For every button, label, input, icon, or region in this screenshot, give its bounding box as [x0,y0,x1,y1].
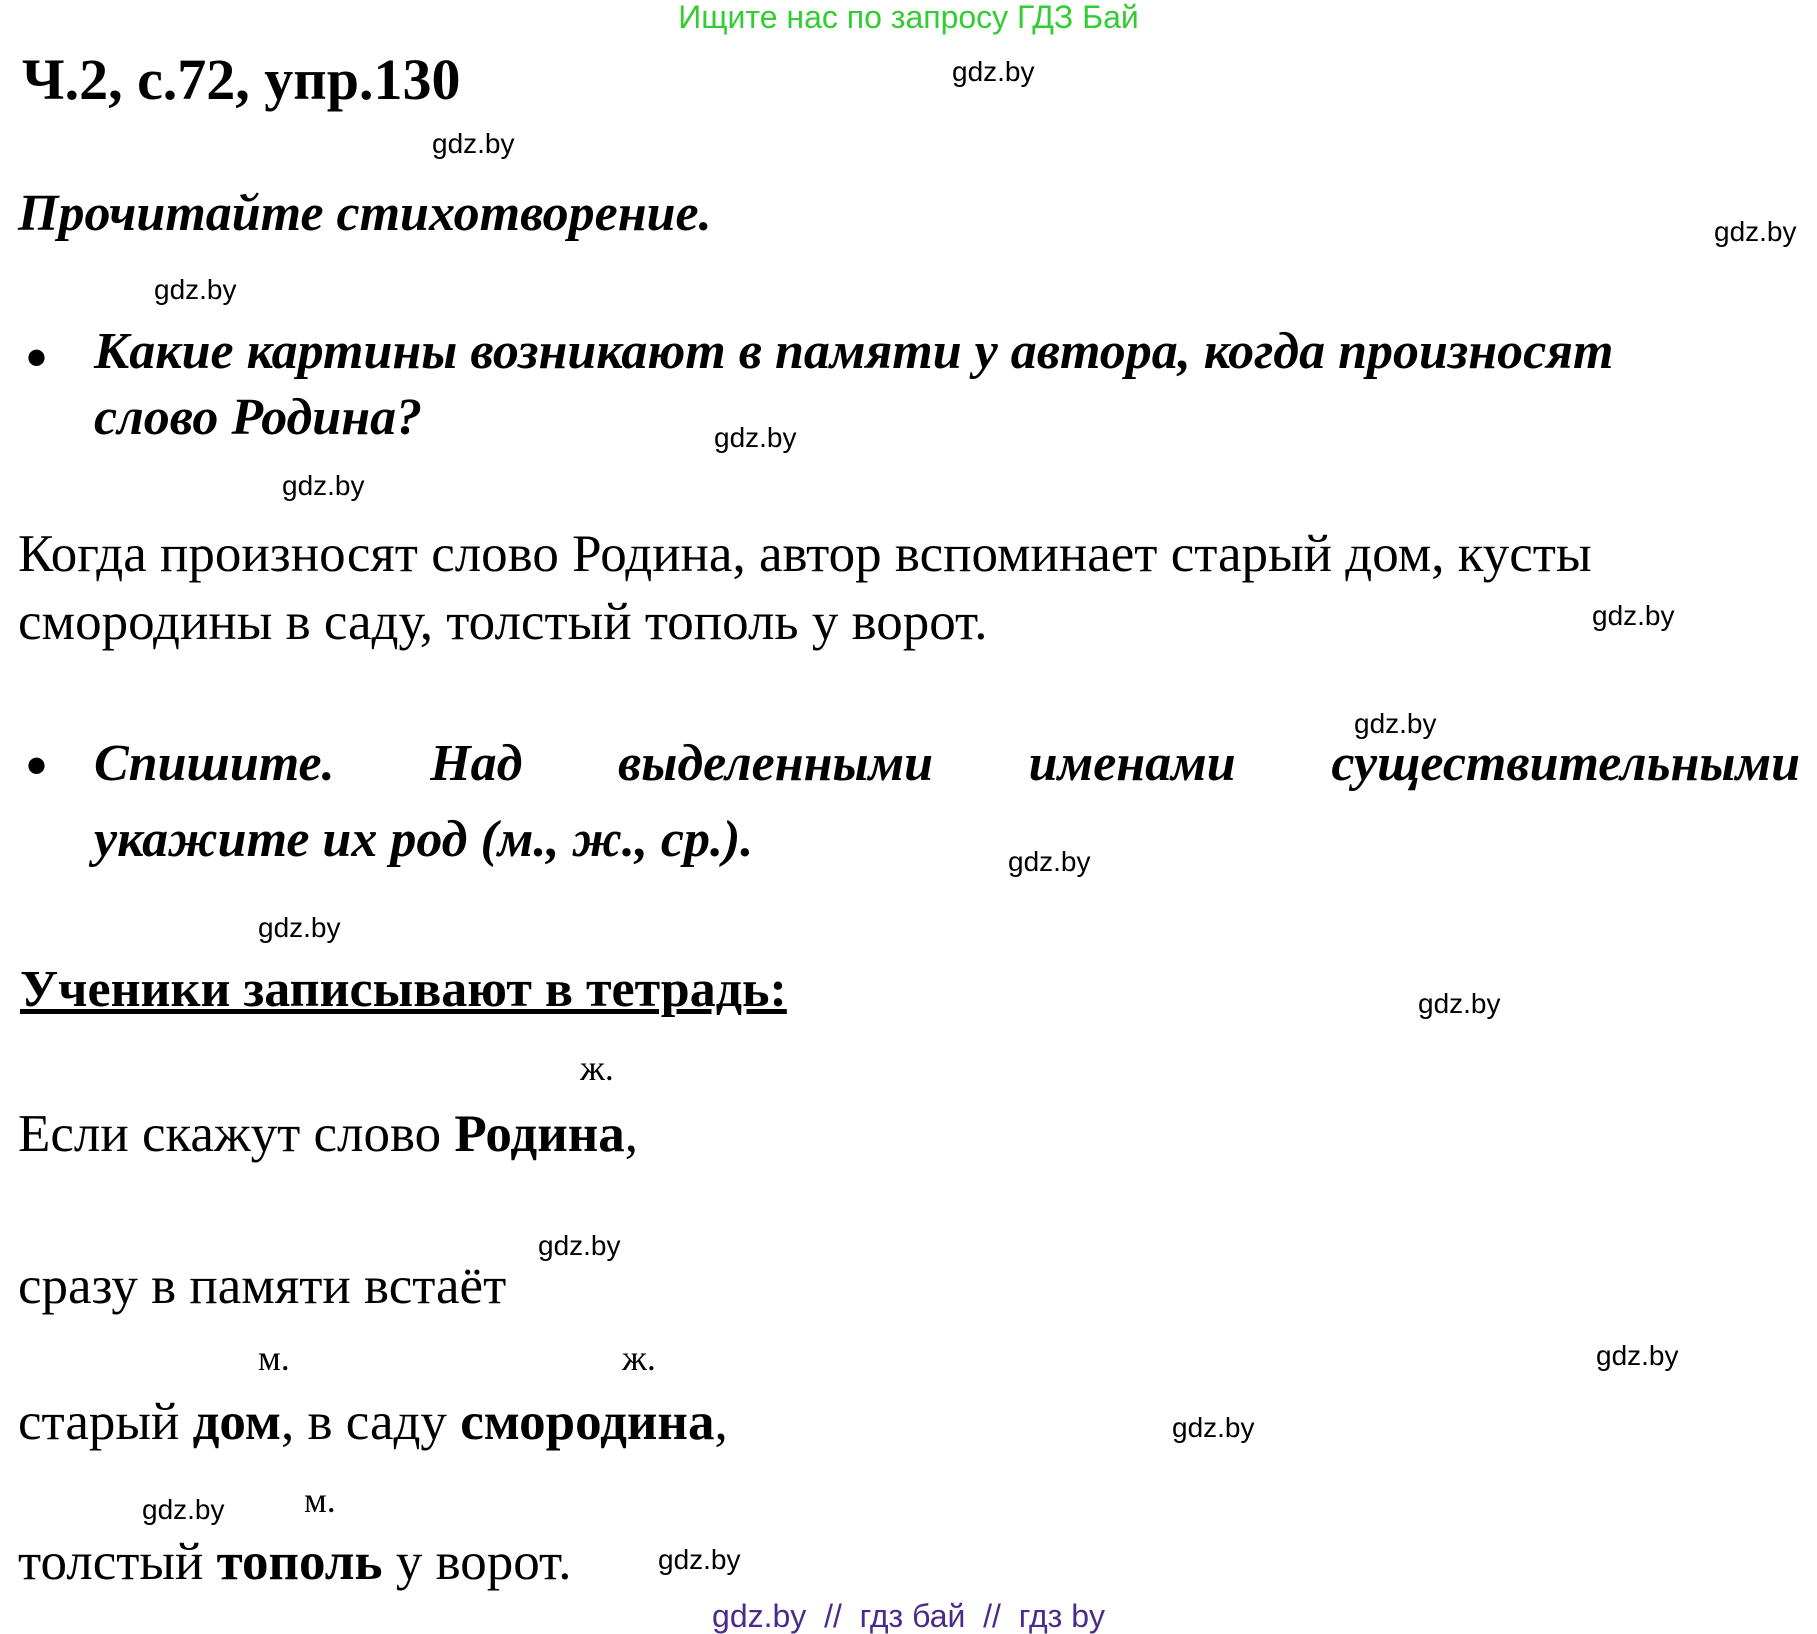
watermark: gdz.by [432,128,515,159]
highlighted-noun: Родина [454,1105,625,1163]
watermark: gdz.by [1008,846,1091,877]
gender-mark-dom: м. [258,1338,290,1378]
watermark: gdz.by [142,1494,225,1525]
watermark: gdz.by [154,274,237,305]
watermark: gdz.by [658,1544,741,1575]
watermark: gdz.by [282,470,365,501]
bullet-icon: • [26,733,48,799]
watermark: gdz.by [258,912,341,943]
highlighted-noun: тополь [216,1533,383,1591]
watermark: gdz.by [1172,1412,1255,1443]
top-banner: Ищите нас по запросу ГДЗ Бай [678,0,1139,35]
bullet-icon: • [26,325,48,391]
poem-line-4: толстый тополь у ворот. [18,1533,572,1591]
watermark: gdz.by [1596,1340,1679,1371]
poem-line-2: сразу в памяти встаёт [18,1257,507,1315]
page-title: Ч.2, с.72, упр.130 [22,47,461,112]
question-block [94,322,1800,448]
question-line-2: слово Родина? [94,389,423,446]
watermark: gdz.by [952,56,1035,87]
footer-links: gdz.by // гдз бай // гдз by [712,1598,1105,1634]
highlighted-noun: смородина [460,1393,715,1451]
watermark: gdz.by [1592,600,1675,631]
instruction-read-poem: Прочитайте стихотворение. [18,185,712,242]
task-block [94,734,1800,870]
gender-mark-smorodina: ж. [622,1338,656,1378]
poem-line-3: старый дом, в саду смородина, [18,1393,728,1451]
watermark: gdz.by [538,1230,621,1261]
task-line-2: укажите их род (м., ж., ср.). [94,811,754,868]
highlighted-noun: дом [192,1393,281,1451]
answer-line-1: Когда произносят слово Родина, автор вспоминает старый дом, кусты [18,525,1592,583]
gender-mark-topol: м. [304,1480,336,1520]
students-heading: Ученики записывают в тетрадь: [20,961,787,1018]
poem-line-1: Если скажут слово Родина, [18,1105,639,1163]
watermark: gdz.by [1714,216,1797,247]
watermark: gdz.by [1354,708,1437,739]
answer-line-2: смородины в саду, толстый тополь у ворот. [18,593,988,651]
watermark: gdz.by [714,422,797,453]
watermark: gdz.by [1418,988,1501,1019]
question-line-1: Какие картины возникают в памяти у автора, когда произносят [94,323,1614,380]
task-line-1: Спишите. Над выделенными именами существительными [94,735,1800,792]
answer-block [18,524,1800,652]
gender-mark-rodina: ж. [580,1048,614,1088]
